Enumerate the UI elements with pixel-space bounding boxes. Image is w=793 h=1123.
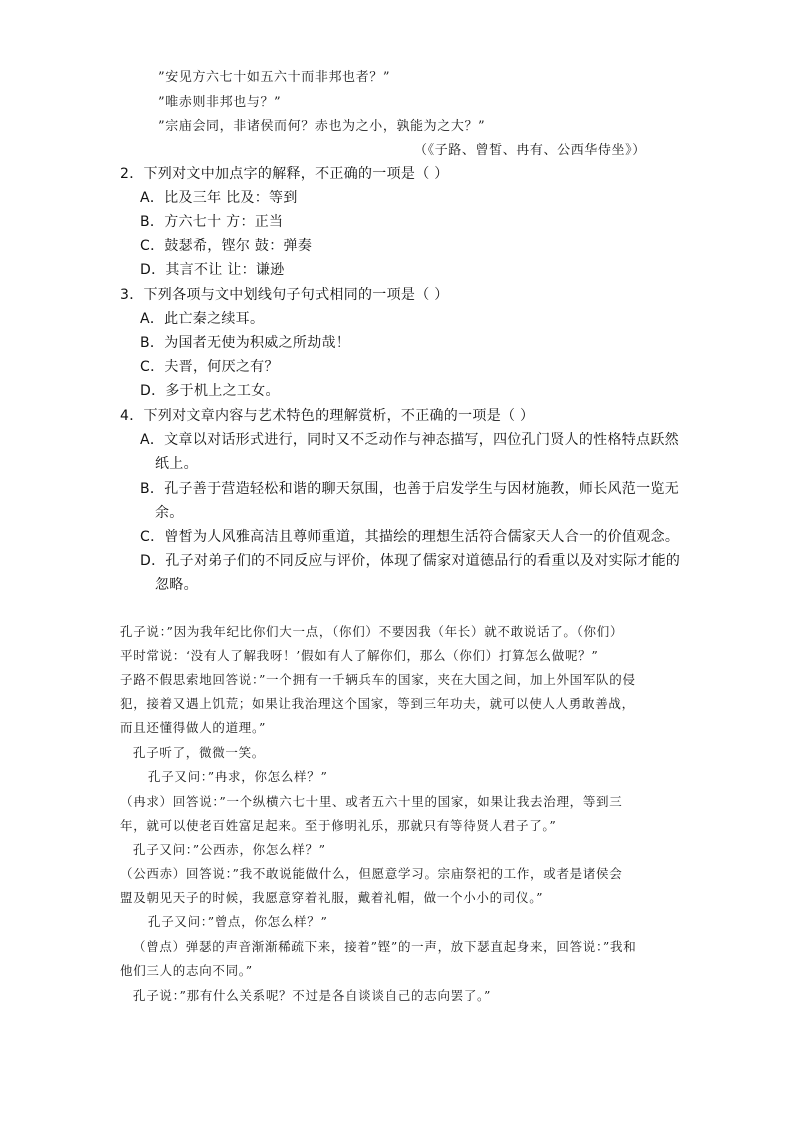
question-4-option-d-cont: 忽略。	[155, 577, 198, 593]
question-2-option-a: A．比及三年 比及：等到	[140, 190, 298, 206]
passage-line: ”唯赤则非邦也与？”	[158, 95, 282, 110]
passage-source: （《子路、曾皙、冉有、公西华侍坐》）	[414, 143, 646, 158]
translation-line: 平时常说：‘没有人了解我呀！’假如有人了解你们，那么（你们）打算怎么做呢？”	[120, 648, 599, 663]
question-4-option-c: C．曾皙为人风雅高洁且尊师重道，其描绘的理想生活符合儒家天人合一的价值观念。	[140, 529, 680, 545]
question-4-option-a: A．文章以对话形式进行，同时又不乏动作与神态描写，四位孔门贤人的性格特点跃然	[140, 432, 679, 448]
translation-line: 孔子说：”因为我年纪比你们大一点，（你们）不要因我（年长）就不敢说话了。（你们）	[120, 624, 624, 639]
translation-line: 子路不假思索地回答说：”一个拥有一千辆兵车的国家，夹在大国之间，加上外国军队的侵	[120, 672, 636, 687]
translation-line: 孔子又问：”曾点，你怎么样？”	[148, 914, 328, 929]
passage-line: ”宗庙会同，非诸侯而何？赤也为之小，孰能为之大？”	[158, 119, 486, 134]
translation-line: 盟及朝见天子的时候，我愿意穿着礼服，戴着礼帽，做一个小小的司仪。”	[120, 890, 544, 905]
question-4-option-d: D．孔子对弟子们的不同反应与评价，体现了儒家对道德品行的看重以及对实际才能的	[140, 553, 681, 569]
translation-line: 年，就可以使老百姓富足起来。至于修明礼乐，那就只有等待贤人君子了。”	[120, 818, 557, 833]
translation-line: （曾点）弹瑟的声音渐渐稀疏下来，接着”铿”的一声，放下瑟直起身来，回答说：”我和	[133, 939, 637, 954]
question-4-option-b: B．孔子善于营造轻松和谐的聊天氛围，也善于启发学生与因材施教，师长风范一览无	[140, 481, 680, 497]
question-3-option-b: B．为国者无使为积威之所劫哉！	[140, 335, 351, 351]
question-3-option-a: A．此亡秦之续耳。	[140, 311, 265, 327]
translation-line: 孔子听了，微微一笑。	[133, 745, 266, 760]
translation-line: 孔子又问：”公西赤，你怎么样？”	[133, 842, 326, 857]
question-3-stem: 3．下列各项与文中划线句子句式相同的一项是（ ）	[120, 287, 449, 303]
question-4-stem: 4．下列对文章内容与艺术特色的理解赏析，不正确的一项是（ ）	[120, 408, 535, 424]
question-4-option-a-cont: 纸上。	[155, 456, 198, 472]
translation-line: （冉求）回答说：”一个纵横六七十里、或者五六十里的国家，如果让我去治理，等到三	[120, 794, 623, 809]
question-2-stem: 2．下列对文中加点字的解释，不正确的一项是（ ）	[120, 166, 449, 182]
translation-line: 犯，接着又遇上饥荒；如果让我治理这个国家，等到三年功夫，就可以使人人勇敢善战，	[120, 696, 635, 711]
translation-line: （公西赤）回答说：”我不敢说能做什么，但愿意学习。宗庙祭祀的工作，或者是诸侯会	[120, 866, 623, 881]
translation-line: 孔子说：”那有什么关系呢？不过是各自谈谈自己的志向罢了。”	[133, 988, 492, 1003]
translation-line: 而且还懂得做人的道理。”	[120, 720, 267, 735]
question-2-option-c: C．鼓瑟希，铿尔 鼓：弹奏	[140, 238, 313, 254]
translation-line: 孔子又问：”冉求，你怎么样？”	[148, 769, 328, 784]
question-2-option-b: B．方六七十 方：正当	[140, 214, 284, 230]
question-2-option-d: D．其言不让 让：谦逊	[140, 262, 285, 278]
question-3-option-c: C．夫晋，何厌之有？	[140, 359, 279, 375]
question-4-option-b-cont: 余。	[155, 505, 184, 521]
question-3-option-d: D．多于机上之工女。	[140, 383, 280, 399]
passage-line: ”安见方六七十如五六十而非邦也者？”	[158, 70, 391, 85]
translation-line: 他们三人的志向不同。”	[120, 963, 253, 978]
